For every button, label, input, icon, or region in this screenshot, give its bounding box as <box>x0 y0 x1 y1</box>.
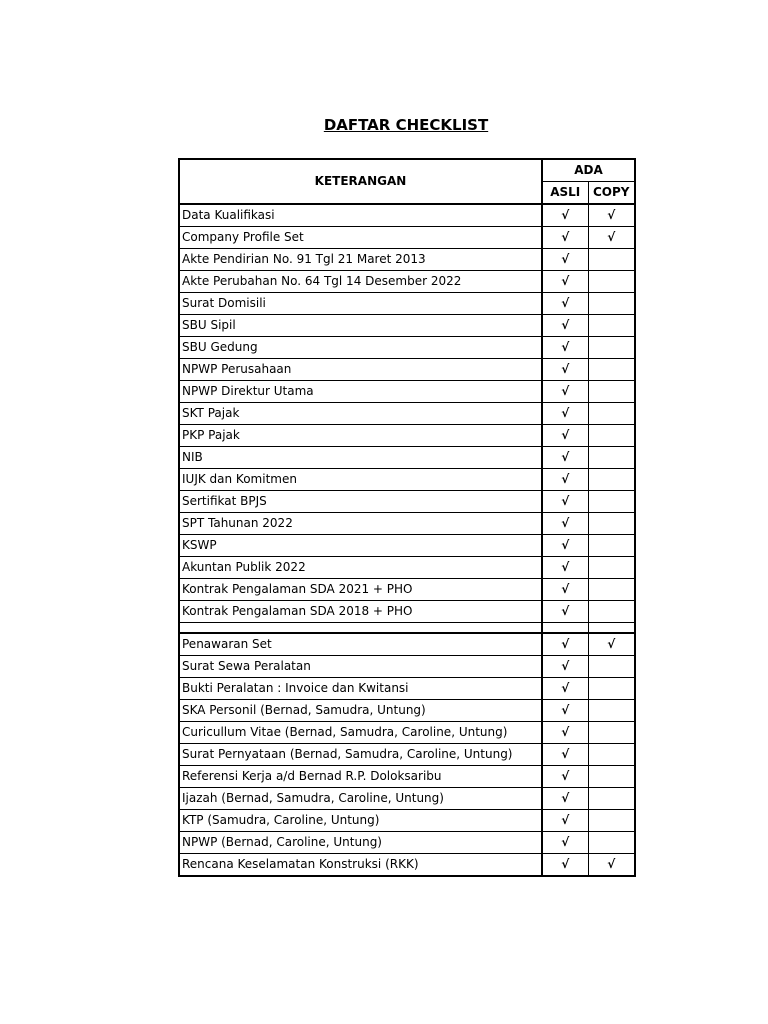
copy-check-mark <box>588 271 635 293</box>
asli-check-mark: √ <box>542 700 588 722</box>
item-label: Data Kualifikasi <box>179 204 542 227</box>
asli-check-mark: √ <box>542 447 588 469</box>
copy-check-mark <box>588 425 635 447</box>
copy-check-mark <box>588 744 635 766</box>
asli-check-mark: √ <box>542 744 588 766</box>
asli-check-mark: √ <box>542 425 588 447</box>
checklist-row <box>179 832 635 854</box>
checklist-row <box>179 579 635 601</box>
asli-check-mark: √ <box>542 359 588 381</box>
item-label: Referensi Kerja a/d Bernad R.P. Doloksaribu <box>179 766 542 788</box>
copy-check-mark <box>588 447 635 469</box>
copy-check-mark <box>588 678 635 700</box>
checklist-row <box>179 315 635 337</box>
asli-check-mark: √ <box>542 513 588 535</box>
asli-check-mark: √ <box>542 535 588 557</box>
checklist-row <box>179 788 635 810</box>
item-label: Bukti Peralatan : Invoice dan Kwitansi <box>179 678 542 700</box>
copy-check-mark <box>588 656 635 678</box>
checklist-row <box>179 249 635 271</box>
checklist-row <box>179 491 635 513</box>
section-separator <box>179 623 635 634</box>
item-label: SKA Personil (Bernad, Samudra, Untung) <box>179 700 542 722</box>
item-label: PKP Pajak <box>179 425 542 447</box>
asli-check-mark: √ <box>542 491 588 513</box>
item-label: SBU Sipil <box>179 315 542 337</box>
asli-check-mark: √ <box>542 678 588 700</box>
spacer-row <box>179 623 635 634</box>
checklist-row <box>179 204 635 227</box>
item-label: Akte Pendirian No. 91 Tgl 21 Maret 2013 <box>179 249 542 271</box>
section-2 <box>179 633 635 876</box>
document-title: DAFTAR CHECKLIST <box>323 116 489 134</box>
item-label: Surat Domisili <box>179 293 542 315</box>
header-keterangan: KETERANGAN <box>179 159 542 204</box>
checklist-row <box>179 403 635 425</box>
asli-check-mark: √ <box>542 832 588 854</box>
checklist-row <box>179 700 635 722</box>
checklist-row <box>179 359 635 381</box>
checklist-row <box>179 810 635 832</box>
checklist-row <box>179 744 635 766</box>
asli-check-mark: √ <box>542 722 588 744</box>
item-label: IUJK dan Komitmen <box>179 469 542 491</box>
asli-check-mark: √ <box>542 810 588 832</box>
item-label: Penawaran Set <box>179 633 542 656</box>
checklist-row <box>179 535 635 557</box>
asli-check-mark: √ <box>542 788 588 810</box>
item-label: NPWP (Bernad, Caroline, Untung) <box>179 832 542 854</box>
checklist-row <box>179 447 635 469</box>
checklist-row <box>179 227 635 249</box>
item-label: SKT Pajak <box>179 403 542 425</box>
item-label: NIB <box>179 447 542 469</box>
item-label: Sertifikat BPJS <box>179 491 542 513</box>
copy-check-mark: √ <box>588 227 635 249</box>
item-label: Rencana Keselamatan Konstruksi (RKK) <box>179 854 542 877</box>
checklist-row <box>179 678 635 700</box>
checklist-row <box>179 601 635 623</box>
item-label: Surat Pernyataan (Bernad, Samudra, Caroline, Untung) <box>179 744 542 766</box>
copy-check-mark: √ <box>588 633 635 656</box>
item-label: KTP (Samudra, Caroline, Untung) <box>179 810 542 832</box>
asli-check-mark: √ <box>542 204 588 227</box>
checklist-row <box>179 381 635 403</box>
checklist-row <box>179 557 635 579</box>
table-header <box>179 159 635 204</box>
checklist-row <box>179 722 635 744</box>
copy-check-mark: √ <box>588 204 635 227</box>
item-label: Surat Sewa Peralatan <box>179 656 542 678</box>
item-label: Kontrak Pengalaman SDA 2018 + PHO <box>179 601 542 623</box>
copy-check-mark <box>588 381 635 403</box>
section-1 <box>179 204 635 623</box>
item-label: Ijazah (Bernad, Samudra, Caroline, Untung) <box>179 788 542 810</box>
copy-check-mark <box>588 557 635 579</box>
item-label: Akte Perubahan No. 64 Tgl 14 Desember 2022 <box>179 271 542 293</box>
copy-check-mark <box>588 403 635 425</box>
asli-check-mark: √ <box>542 579 588 601</box>
copy-check-mark <box>588 722 635 744</box>
copy-check-mark <box>588 491 635 513</box>
asli-check-mark: √ <box>542 766 588 788</box>
asli-check-mark: √ <box>542 293 588 315</box>
copy-check-mark <box>588 249 635 271</box>
copy-check-mark <box>588 469 635 491</box>
copy-check-mark <box>588 513 635 535</box>
copy-check-mark <box>588 601 635 623</box>
copy-check-mark <box>588 700 635 722</box>
copy-check-mark <box>588 535 635 557</box>
asli-check-mark: √ <box>542 337 588 359</box>
item-label: SBU Gedung <box>179 337 542 359</box>
copy-check-mark <box>588 766 635 788</box>
copy-check-mark <box>588 788 635 810</box>
item-label: Company Profile Set <box>179 227 542 249</box>
copy-check-mark: √ <box>588 854 635 877</box>
checklist-table <box>178 158 636 877</box>
item-label: SPT Tahunan 2022 <box>179 513 542 535</box>
asli-check-mark: √ <box>542 557 588 579</box>
item-label: Kontrak Pengalaman SDA 2021 + PHO <box>179 579 542 601</box>
asli-check-mark: √ <box>542 601 588 623</box>
item-label: NPWP Perusahaan <box>179 359 542 381</box>
asli-check-mark: √ <box>542 854 588 877</box>
checklist-row <box>179 656 635 678</box>
checklist-row <box>179 854 635 877</box>
copy-check-mark <box>588 832 635 854</box>
copy-check-mark <box>588 315 635 337</box>
copy-check-mark <box>588 337 635 359</box>
copy-check-mark <box>588 359 635 381</box>
asli-check-mark: √ <box>542 403 588 425</box>
asli-check-mark: √ <box>542 315 588 337</box>
checklist-row <box>179 271 635 293</box>
checklist-row <box>179 513 635 535</box>
asli-check-mark: √ <box>542 271 588 293</box>
checklist-row <box>179 425 635 447</box>
copy-check-mark <box>588 579 635 601</box>
asli-check-mark: √ <box>542 381 588 403</box>
asli-check-mark: √ <box>542 227 588 249</box>
asli-check-mark: √ <box>542 633 588 656</box>
item-label: NPWP Direktur Utama <box>179 381 542 403</box>
header-asli: ASLI <box>542 182 588 205</box>
asli-check-mark: √ <box>542 656 588 678</box>
checklist-row <box>179 633 635 656</box>
checklist-row <box>179 469 635 491</box>
header-ada: ADA <box>542 159 635 182</box>
checklist-row <box>179 293 635 315</box>
header-copy: COPY <box>588 182 635 205</box>
copy-check-mark <box>588 293 635 315</box>
item-label: Curicullum Vitae (Bernad, Samudra, Caroline, Untung) <box>179 722 542 744</box>
checklist-row <box>179 337 635 359</box>
checklist-row <box>179 766 635 788</box>
asli-check-mark: √ <box>542 469 588 491</box>
asli-check-mark: √ <box>542 249 588 271</box>
item-label: KSWP <box>179 535 542 557</box>
item-label: Akuntan Publik 2022 <box>179 557 542 579</box>
copy-check-mark <box>588 810 635 832</box>
